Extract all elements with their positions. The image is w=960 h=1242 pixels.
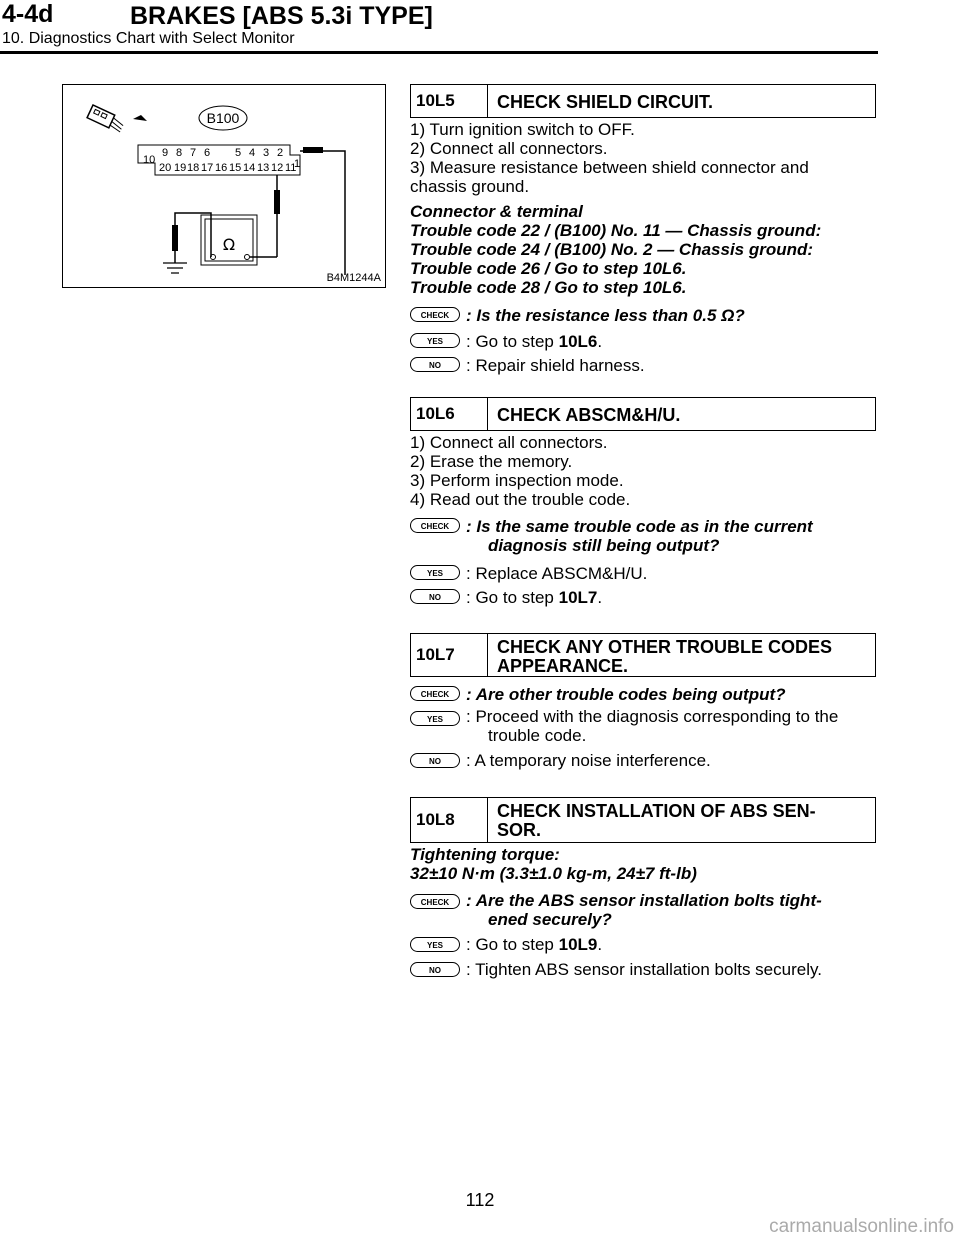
yes-answer: : Replace ABSCM&H/U. bbox=[466, 564, 648, 583]
check-badge: CHECK bbox=[410, 307, 460, 322]
connector-pin-label: 14 bbox=[243, 162, 256, 174]
spec-line: 32±10 N·m (3.3±1.0 kg-m, 24±7 ft-lb) bbox=[410, 864, 697, 883]
yes-answer: : Go to step 10L6. bbox=[466, 332, 603, 351]
step-number: 10L7 bbox=[411, 634, 488, 676]
connector-pin-label: 9 bbox=[162, 147, 169, 159]
spec-line: Connector & terminal bbox=[410, 202, 583, 221]
instruction-line: chassis ground. bbox=[410, 177, 530, 196]
spec-line: Trouble code 26 / Go to step 10L6. bbox=[410, 259, 687, 278]
connector-label: B100 bbox=[206, 110, 240, 126]
step-title: CHECK ANY OTHER TROUBLE CODES APPEARANCE. bbox=[497, 637, 833, 676]
step-header-10l6 bbox=[410, 397, 876, 431]
connector-pin-label: 7 bbox=[190, 147, 197, 159]
ohm-symbol: Ω bbox=[222, 235, 236, 254]
connector-pin-label: 4 bbox=[249, 147, 256, 159]
connector-pin-label: 1 bbox=[294, 158, 301, 170]
check-question-cont: ened securely? bbox=[488, 910, 612, 929]
spec-line: Tightening torque: bbox=[410, 845, 560, 864]
connector-pin-label: 2 bbox=[277, 147, 284, 159]
check-question: : Is the same trouble code as in the current bbox=[466, 517, 813, 536]
instruction-line: 1) Connect all connectors. bbox=[410, 433, 608, 452]
page-title: BRAKES [ABS 5.3i TYPE] bbox=[130, 2, 433, 30]
step-title: CHECK INSTALLATION OF ABS SEN- SOR. bbox=[497, 801, 816, 840]
check-question-cont: diagnosis still being output? bbox=[488, 536, 720, 555]
wiring-figure bbox=[62, 84, 386, 288]
yes-badge: YES bbox=[410, 937, 460, 952]
wiring-diagram bbox=[63, 85, 387, 289]
step-number: 10L5 bbox=[411, 85, 488, 117]
page-subtitle: 10. Diagnostics Chart with Select Monitor bbox=[2, 30, 295, 47]
yes-badge: YES bbox=[410, 711, 460, 726]
yes-answer-cont: trouble code. bbox=[488, 726, 587, 745]
spec-line: Trouble code 22 / (B100) No. 11 — Chassis ground: bbox=[410, 221, 822, 240]
step-number: 10L8 bbox=[411, 798, 488, 842]
step-title: CHECK SHIELD CIRCUIT. bbox=[497, 92, 714, 112]
instruction-line: 2) Erase the memory. bbox=[410, 452, 573, 471]
instruction-line: 3) Measure resistance between shield connector and bbox=[410, 158, 809, 177]
step-header-10l7 bbox=[410, 633, 876, 677]
connector-pin-label: 3 bbox=[263, 147, 270, 159]
instruction-line: 1) Turn ignition switch to OFF. bbox=[410, 120, 635, 139]
yes-badge: YES bbox=[410, 565, 460, 580]
connector-pin-label: 18 bbox=[187, 162, 200, 174]
check-question: : Are the ABS sensor installation bolts tight- bbox=[466, 891, 822, 910]
step-header-10l8 bbox=[410, 797, 876, 843]
watermark: carmanualsonline.info bbox=[769, 1216, 954, 1237]
connector-pin-label: 20 bbox=[159, 162, 172, 174]
header-rule bbox=[0, 51, 878, 54]
no-badge: NO bbox=[410, 753, 460, 768]
ground-symbol bbox=[163, 263, 187, 273]
section-code: 4-4d bbox=[2, 0, 54, 28]
connector-pin-label: 16 bbox=[215, 162, 228, 174]
connector-pin-label: 19 bbox=[174, 162, 187, 174]
step-number: 10L6 bbox=[411, 398, 488, 430]
no-answer: : Tighten ABS sensor installation bolts securely. bbox=[466, 960, 822, 979]
spec-line: Trouble code 28 / Go to step 10L6. bbox=[410, 278, 687, 297]
no-answer: : Repair shield harness. bbox=[466, 356, 645, 375]
connector-pin-label: 10 bbox=[143, 154, 156, 166]
check-question: : Is the resistance less than 0.5 Ω? bbox=[466, 306, 745, 325]
connector-plug-icon bbox=[87, 105, 126, 133]
yes-answer: : Proceed with the diagnosis corresponding to the bbox=[466, 707, 839, 726]
connector-pin-label: 6 bbox=[204, 147, 211, 159]
instruction-line: 2) Connect all connectors. bbox=[410, 139, 608, 158]
no-badge: NO bbox=[410, 357, 460, 372]
connector-pin-label: 15 bbox=[229, 162, 242, 174]
step-title: CHECK ABSCM&H/U. bbox=[497, 405, 681, 425]
instruction-line: 4) Read out the trouble code. bbox=[410, 490, 631, 509]
no-answer: : A temporary noise interference. bbox=[466, 751, 711, 770]
connector-pin-label: 11 bbox=[285, 162, 297, 174]
no-badge: NO bbox=[410, 962, 460, 977]
yes-badge: YES bbox=[410, 333, 460, 348]
figure-id: B4M1244A bbox=[326, 272, 381, 284]
instruction-line: 3) Perform inspection mode. bbox=[410, 471, 624, 490]
connector-pin-label: 8 bbox=[176, 147, 183, 159]
connector-pin-label: 12 bbox=[271, 162, 284, 174]
check-badge: CHECK bbox=[410, 518, 460, 533]
check-badge: CHECK bbox=[410, 894, 460, 909]
spec-line: Trouble code 24 / (B100) No. 2 — Chassis ground: bbox=[410, 240, 814, 259]
step-header-10l5 bbox=[410, 84, 876, 118]
yes-answer: : Go to step 10L9. bbox=[466, 935, 603, 954]
connector-pin-label: 5 bbox=[235, 147, 242, 159]
connector-pin-label: 17 bbox=[201, 162, 214, 174]
no-badge: NO bbox=[410, 589, 460, 604]
check-question: : Are other trouble codes being output? bbox=[466, 685, 786, 704]
check-badge: CHECK bbox=[410, 686, 460, 701]
connector-pin-label: 13 bbox=[257, 162, 270, 174]
page-number: 112 bbox=[465, 1190, 495, 1210]
no-answer: : Go to step 10L7. bbox=[466, 588, 603, 607]
